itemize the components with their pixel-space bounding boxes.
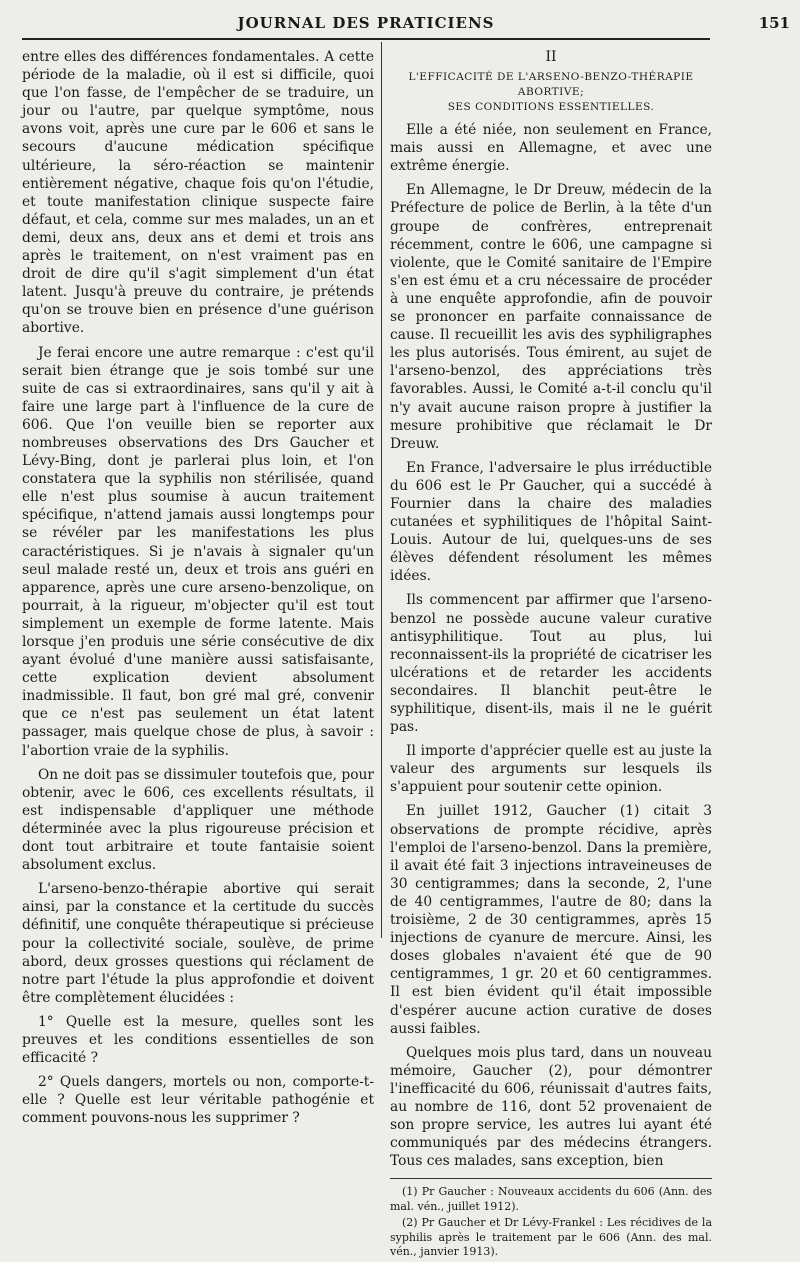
paragraph: Il importe d'apprécier quelle est au juste la valeur des arguments sur lesquels ils s'appuient pour soutenir cette opinion. — [390, 743, 712, 796]
journal-title: JOURNAL DES PRATICIENS — [237, 14, 495, 32]
paragraph: Je ferai encore une autre remarque : c'est qu'il serait bien étrange que je sois tombé sur une suite de cas si extraordinaires, sans qu'il y ait à faire une large part à l'influence de la cure de 606. Que l'on veuille bien se reporter aux nombreuses observations des Drs Gaucher et Lévy-Bing, dont je parlerai plus loin, et l'on constatera que la syphilis non stérilisée, quand elle n'est plus soumise à aucun traitement spécifique, n'attend jamais aussi longtemps pour se révéler par les manifestations les plus caractéristiques. Si je n'avais à signaler qu'un seul malade resté un, deux et trois ans guéri en apparence, après une cure arseno-benzolique, on pourrait, à la rigueur, m'objecter qu'il est tout simplement un exemple de forme latente. Mais lorsque j'en produis une série consécutive de dix ayant évolué d'une manière aussi satisfaisante, cette explication devient absolument inadmissible. Il faut, bon gré mal gré, convenir que ce n'est pas seulement un état latent passager, mais quelque chose de plus, à savoir : l'abortion vraie de la syphilis. — [22, 344, 374, 759]
paragraph: En France, l'adversaire le plus irréductible du 606 est le Pr Gaucher, qui a succédé à Fournier dans la chaire des maladies cutanées et syphilitiques de l'hôpital Saint-Louis. Autour de lui, quelques-uns de ses élèves défendent résolument les mêmes idées. — [390, 459, 712, 585]
question-1: 1° Quelle est la mesure, quelles sont les preuves et les conditions essentielles de son efficacité ? — [22, 1013, 374, 1067]
section-title-line-1: L'EFFICACITÉ DE L'ARSENO-BENZO-THÉRAPIE ABORTIVE; — [408, 71, 694, 99]
footnotes — [390, 1178, 712, 1260]
footnote-1: (1) Pr Gaucher : Nouveaux accidents du 606 (Ann. des mal. vén., juillet 1912). — [390, 1185, 712, 1213]
paragraph: Ils commencent par affirmer que l'arseno-benzol ne possède aucune valeur curative antisyphilitique. Tout au plus, lui reconnaissent-ils la propriété de cicatriser les ulcérations et de retarder les accidents secondaires. Il blanchit peut-être le syphilitique, disent-ils, mais il ne le guérit pas. — [390, 592, 712, 736]
question-2: 2° Quels dangers, mortels ou non, comporte-t-elle ? Quelle est leur véritable pathogénie et comment pouvons-nous les supprimer ? — [22, 1074, 374, 1127]
paragraph: Elle a été niée, non seulement en France, mais aussi en Allemagne, et avec une extrême énergie. — [390, 122, 712, 175]
section-title-line-2: SES CONDITIONS ESSENTIELLES. — [447, 101, 655, 114]
section-number: II — [545, 49, 557, 65]
paragraph: L'arseno-benzo-thérapie abortive qui serait ainsi, par la constance et la certitude du succès définitif, une conquête thérapeutique si précieuse pour la collectivité sociale, soulève, de prime abord, deux grosses questions qui réclament de notre part l'étude la plus approfondie et doivent être complètement élucidées : — [22, 881, 374, 1006]
paragraph: entre elles des différences fondamentales. A cette période de la maladie, où il est si difficile, quoi que l'on fasse, de l'empêcher de se traduire, un jour ou l'autre, par quelque symptôme, nous avons voit, après une cure par le 606 et sans le secours d'aucune médication spécifique ultérieure, la séro-réaction se maintenir entièrement négative, chaque fois qu'on l'étudie, et toute manifestation clinique suspecte faire défaut, et cela, comme sur mes malades, un an et demi, deux ans, deux ans et demi et trois ans après le traitement, on n'est vraiment pas en droit de dire qu'il s'agit simplement d'un état latent. Jusqu'à preuve du contraire, je prétends qu'on se trouve bien en présence d'une guérison abortive. — [22, 49, 374, 337]
page-number: 151 — [758, 14, 790, 32]
paragraph: Quelques mois plus tard, dans un nouveau mémoire, Gaucher (2), pour démontrer l'inefficacité du 606, réunissait d'autres faits, au nombre de 116, dont 52 provenaient de son propre service, les autres lui ayant été communiqués par des médecins étrangers. Tous ces malades, sans exception, bien — [390, 1044, 712, 1170]
paragraph: En Allemagne, le Dr Dreuw, médecin de la Préfecture de police de Berlin, à la tête d'un groupe de confrères, entreprenait récemment, contre le 606, une campagne si violente, que le Comité sanitaire de l'Empire s'en est ému et a cru nécessaire de procéder à une enquête approfondie, afin de pouvoir se prononcer en parfaite connaissance de cause. Il recueillit les avis des syphiligraphes les plus autorisés. Tous émirent, au sujet de l'arseno-benzol, des appréciations très favorables. Aussi, le Comité a-t-il conclu qu'il n'y avait aucune raison propre à justifier la mesure prohibitive que réclamait le Dr Dreuw. — [390, 182, 712, 452]
section-title — [390, 70, 712, 115]
column-divider — [381, 42, 382, 938]
paragraph: On ne doit pas se dissimuler toutefois que, pour obtenir, avec le 606, ces excellents résultats, il est indispensable d'appliquer une méthode déterminée avec la plus rigoureuse précision et dont tout arbitraire et toute fantaisie soient absolument exclus. — [22, 766, 375, 874]
page-header — [22, 8, 790, 40]
left-column — [22, 48, 374, 1133]
footnote-2: (2) Pr Gaucher et Dr Lévy-Frankel : Les récidives de la syphilis après le traitement par le 606 (Ann. des mal. vén., janvier 1913). — [390, 1216, 712, 1259]
right-column — [390, 48, 712, 1262]
paragraph: En juillet 1912, Gaucher (1) citait 3 observations de prompte récidive, après l'emploi de l'arseno-benzol. Dans la première, il avait été fait 3 injections intraveineuses de 30 centigrammes; dans la seconde, 2, l'une de 40 centigrammes, l'autre de 80; dans la troisième, 2 de 30 centigrammes, après 15 injections de cyanure de mercure. Ainsi, les doses globales n'avaient été que de 90 centigrammes, 1 gr. 20 et 60 centigrammes. Il est bien évident qu'il était impossible d'espérer aucune action curative de doses aussi faibles. — [390, 803, 712, 1037]
